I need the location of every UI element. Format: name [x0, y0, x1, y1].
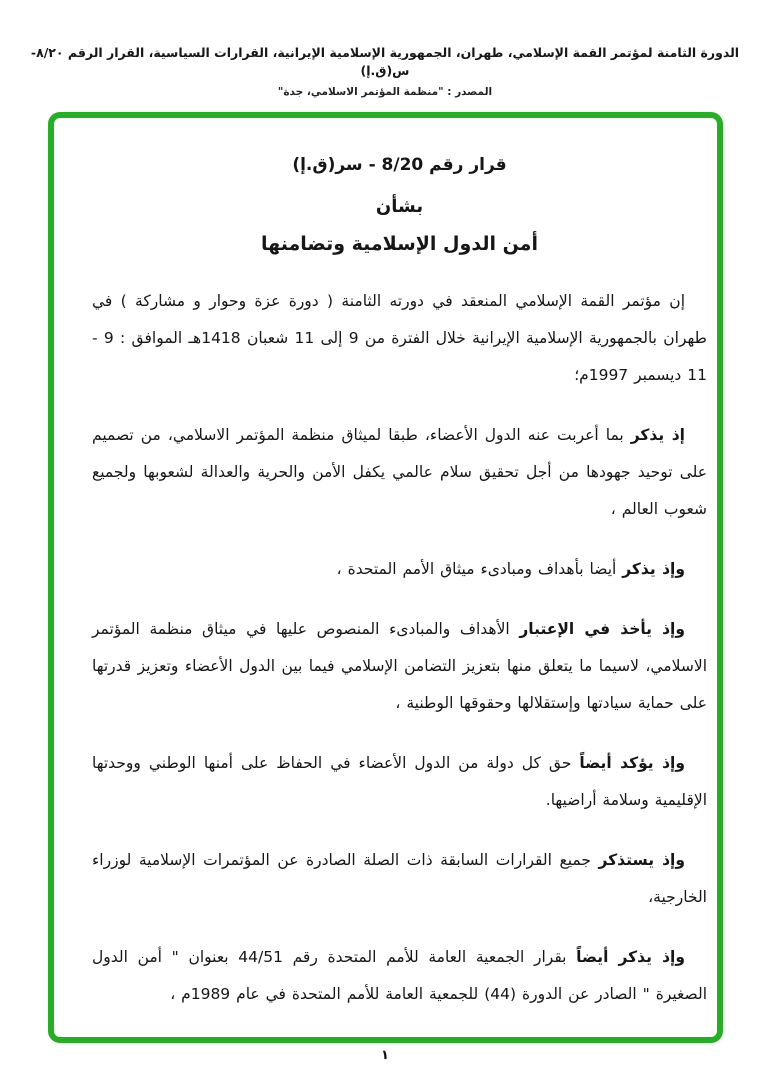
resolution-subject-title: أمن الدول الإسلامية وتضامنها	[261, 232, 538, 255]
resolution-body	[92, 283, 707, 1013]
paragraph-text: أيضا بأهداف ومبادىء ميثاق الأمم المتحدة ،	[336, 559, 623, 578]
preamble-paragraph-3	[92, 551, 707, 588]
preamble-paragraph-5	[92, 745, 707, 819]
paragraph-lead: وإذ يؤكد أيضاً	[579, 753, 685, 772]
resolution-regarding-title: بشأن	[375, 195, 424, 217]
preamble-paragraph-7	[92, 939, 707, 1013]
preamble-paragraph-2	[92, 417, 707, 528]
paragraph-text: بما أعربت عنه الدول الأعضاء، طبقا لميثاق منظمة المؤتمر الاسلامي، من تصميم على توحيد جهودها من أجل تحقيق سلام عالمي يكفل الأمن والحرية والعدالة لشعوبها ولجميع شعوب العالم ،	[92, 425, 707, 518]
document-header	[20, 44, 750, 98]
paragraph-text: حق كل دولة من الدول الأعضاء في الحفاظ على أمنها الوطني ووحدتها الإقليمية وسلامة أراضيها.	[92, 753, 707, 809]
paragraph-text: إن مؤتمر القمة الإسلامي المنعقد في دورته الثامنة ( دورة عزة وحوار و مشاركة ) في طهران بالجمهورية الإسلامية الإيرانية خلال الفترة من 9 إلى 11 شعبان 1418هـ الموافق : 9 - 11 ديسمبر 1997م؛	[92, 291, 708, 384]
header-source-line: المصدر : "منظمة المؤتمر الاسلامي، جدة"	[277, 86, 493, 98]
paragraph-lead: إذ يذكر	[630, 425, 685, 444]
paragraph-lead: وإذ يذكر	[622, 559, 685, 578]
paragraph-text: بقرار الجمعية العامة للأمم المتحدة رقم 44/51 بعنوان " أمن الدول الصغيرة " الصادر عن الدورة (44) للجمعية العامة للأمم المتحدة في عام 1989م ،	[92, 947, 707, 1003]
paragraph-lead: وإذ يذكر أيضاً	[576, 947, 685, 966]
resolution-frame	[48, 112, 723, 1043]
header-citation-line: الدورة الثامنة لمؤتمر القمة الإسلامي، طهران، الجمهورية الإسلامية الإيرانية، القرارات السياسية، القرار الرقم ٨/٢٠-س(ق.إ)	[30, 45, 740, 78]
paragraph-text: الأهداف والمبادىء المنصوص عليها في ميثاق منظمة المؤتمر الاسلامي، لاسيما ما يتعلق منها بتعزيز التضامن الإسلامي فيما بين الدول الأعضاء وتعزيز قدرتها على حماية سيادتها وإستقلالها وحقوقها الوطنية ،	[92, 619, 707, 712]
page-number: ١	[381, 1048, 389, 1063]
preamble-paragraph-1	[92, 283, 707, 394]
preamble-paragraph-6	[92, 842, 707, 916]
resolution-number-title: قرار رقم 8/20 - سر(ق.إ)	[292, 155, 507, 175]
paragraph-text: جميع القرارات السابقة ذات الصلة الصادرة عن المؤتمرات الإسلامية لوزراء الخارجية،	[92, 850, 707, 906]
paragraph-lead: وإذ يستذكر	[598, 850, 686, 869]
paragraph-lead: وإذ يأخذ في الإعتبار	[519, 619, 686, 638]
preamble-paragraph-4	[92, 611, 707, 722]
